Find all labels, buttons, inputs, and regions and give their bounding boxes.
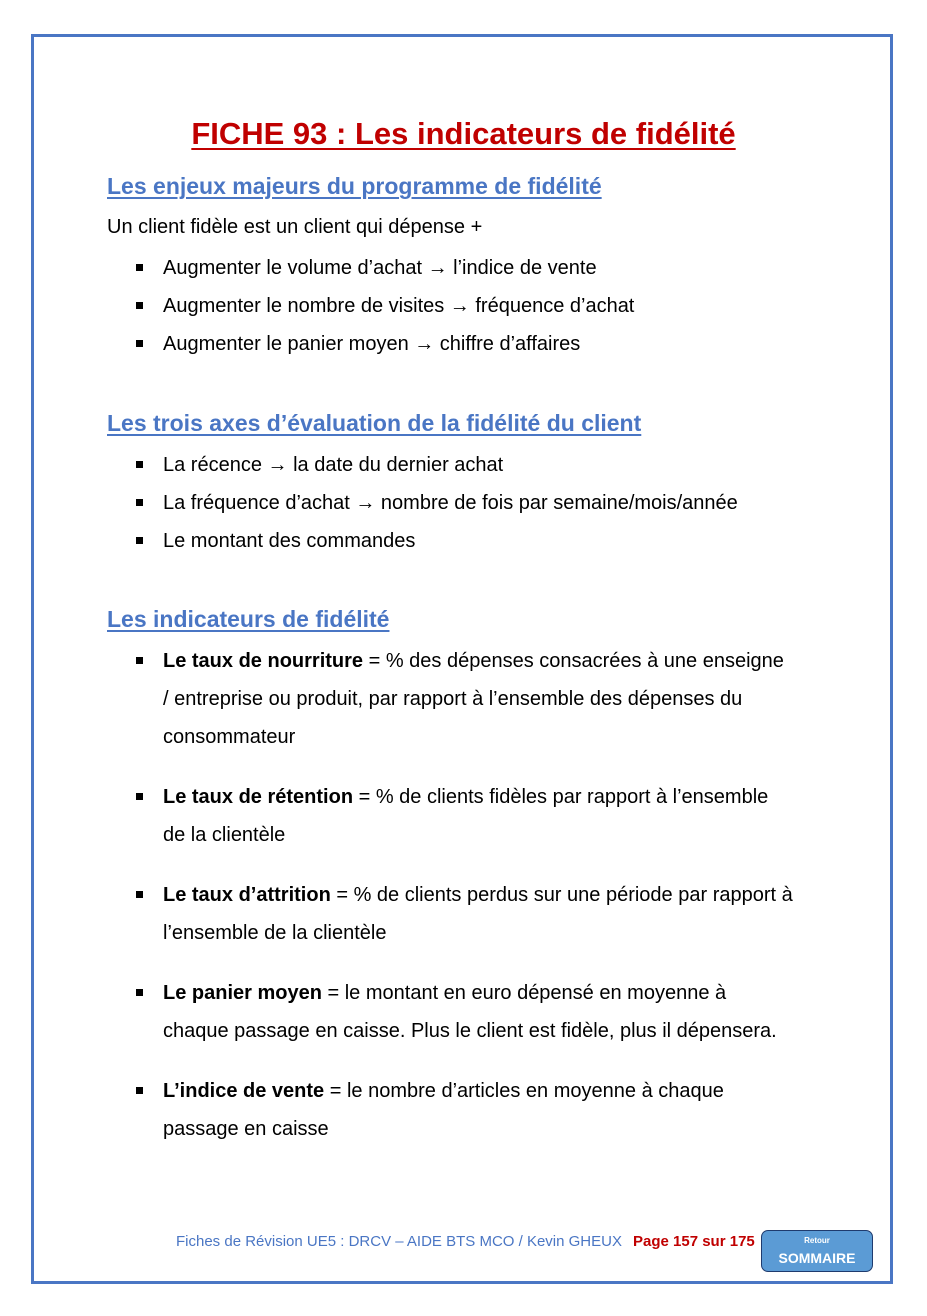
list-item: L’indice de vente = le nombre d’articles en moyenne à chaque passage en caisse bbox=[0, 1072, 793, 1148]
list-item: Le taux d’attrition = % de clients perdus sur une période par rapport à l’ensemble de la clientèle bbox=[0, 876, 793, 952]
bullet-square-icon bbox=[136, 461, 143, 468]
list-item: Le taux de nourriture = % des dépenses consacrées à une enseigne / entreprise ou produit, par rapport à l’ensemble des dépenses du consommateur bbox=[0, 642, 793, 756]
list-item: Le taux de rétention = % de clients fidèles par rapport à l’ensemble de la clientèle bbox=[0, 778, 793, 854]
list-item: Le panier moyen = le montant en euro dépensé en moyenne à chaque passage en caisse. Plus le client est fidèle, plus il dépensera. bbox=[0, 974, 793, 1050]
section-heading-indicateurs: Les indicateurs de fidélité bbox=[107, 606, 390, 632]
bullet-square-icon bbox=[136, 793, 143, 800]
retour-sommaire-button[interactable] bbox=[761, 1230, 873, 1272]
term-indice-vente: L’indice de vente bbox=[163, 1080, 325, 1102]
list-item: Augmenter le volume d’achat → l’indice de vente bbox=[0, 249, 634, 287]
enjeux-list bbox=[0, 249, 634, 363]
list-item: Le montant des commandes bbox=[0, 522, 738, 560]
footer-text: Fiches de Révision UE5 : DRCV – AIDE BTS MCO / Kevin GHEUX bbox=[176, 1233, 622, 1250]
button-label: SOMMAIRE bbox=[778, 1250, 856, 1266]
list-item: La récence → la date du dernier achat bbox=[0, 446, 738, 484]
section-heading-axes: Les trois axes d’évaluation de la fidélité du client bbox=[107, 410, 642, 436]
intro-text: Un client fidèle est un client qui dépense + bbox=[107, 216, 483, 238]
term-taux-retention: Le taux de rétention bbox=[163, 786, 354, 808]
section-heading-enjeux: Les enjeux majeurs du programme de fidélité bbox=[107, 173, 602, 199]
bullet-square-icon bbox=[136, 891, 143, 898]
axes-list bbox=[0, 446, 738, 560]
bullet-square-icon bbox=[136, 499, 143, 506]
bullet-square-icon bbox=[136, 657, 143, 664]
indicateurs-list bbox=[0, 642, 793, 1170]
button-small-label: Retour bbox=[804, 1236, 830, 1245]
list-item: Augmenter le nombre de visites → fréquence d’achat bbox=[0, 287, 634, 325]
page-number: Page 157 sur 175 bbox=[633, 1233, 755, 1250]
bullet-square-icon bbox=[136, 537, 143, 544]
bullet-square-icon bbox=[136, 340, 143, 347]
term-taux-attrition: Le taux d’attrition bbox=[163, 884, 331, 906]
bullet-square-icon bbox=[136, 264, 143, 271]
bullet-square-icon bbox=[136, 302, 143, 309]
page-title: FICHE 93 : Les indicateurs de fidélité bbox=[191, 116, 736, 151]
bullet-square-icon bbox=[136, 1087, 143, 1094]
list-item: La fréquence d’achat → nombre de fois par semaine/mois/année bbox=[0, 484, 738, 522]
term-panier-moyen: Le panier moyen bbox=[163, 982, 322, 1004]
list-item: Augmenter le panier moyen → chiffre d’affaires bbox=[0, 325, 634, 363]
term-taux-nourriture: Le taux de nourriture bbox=[163, 650, 364, 672]
bullet-square-icon bbox=[136, 989, 143, 996]
